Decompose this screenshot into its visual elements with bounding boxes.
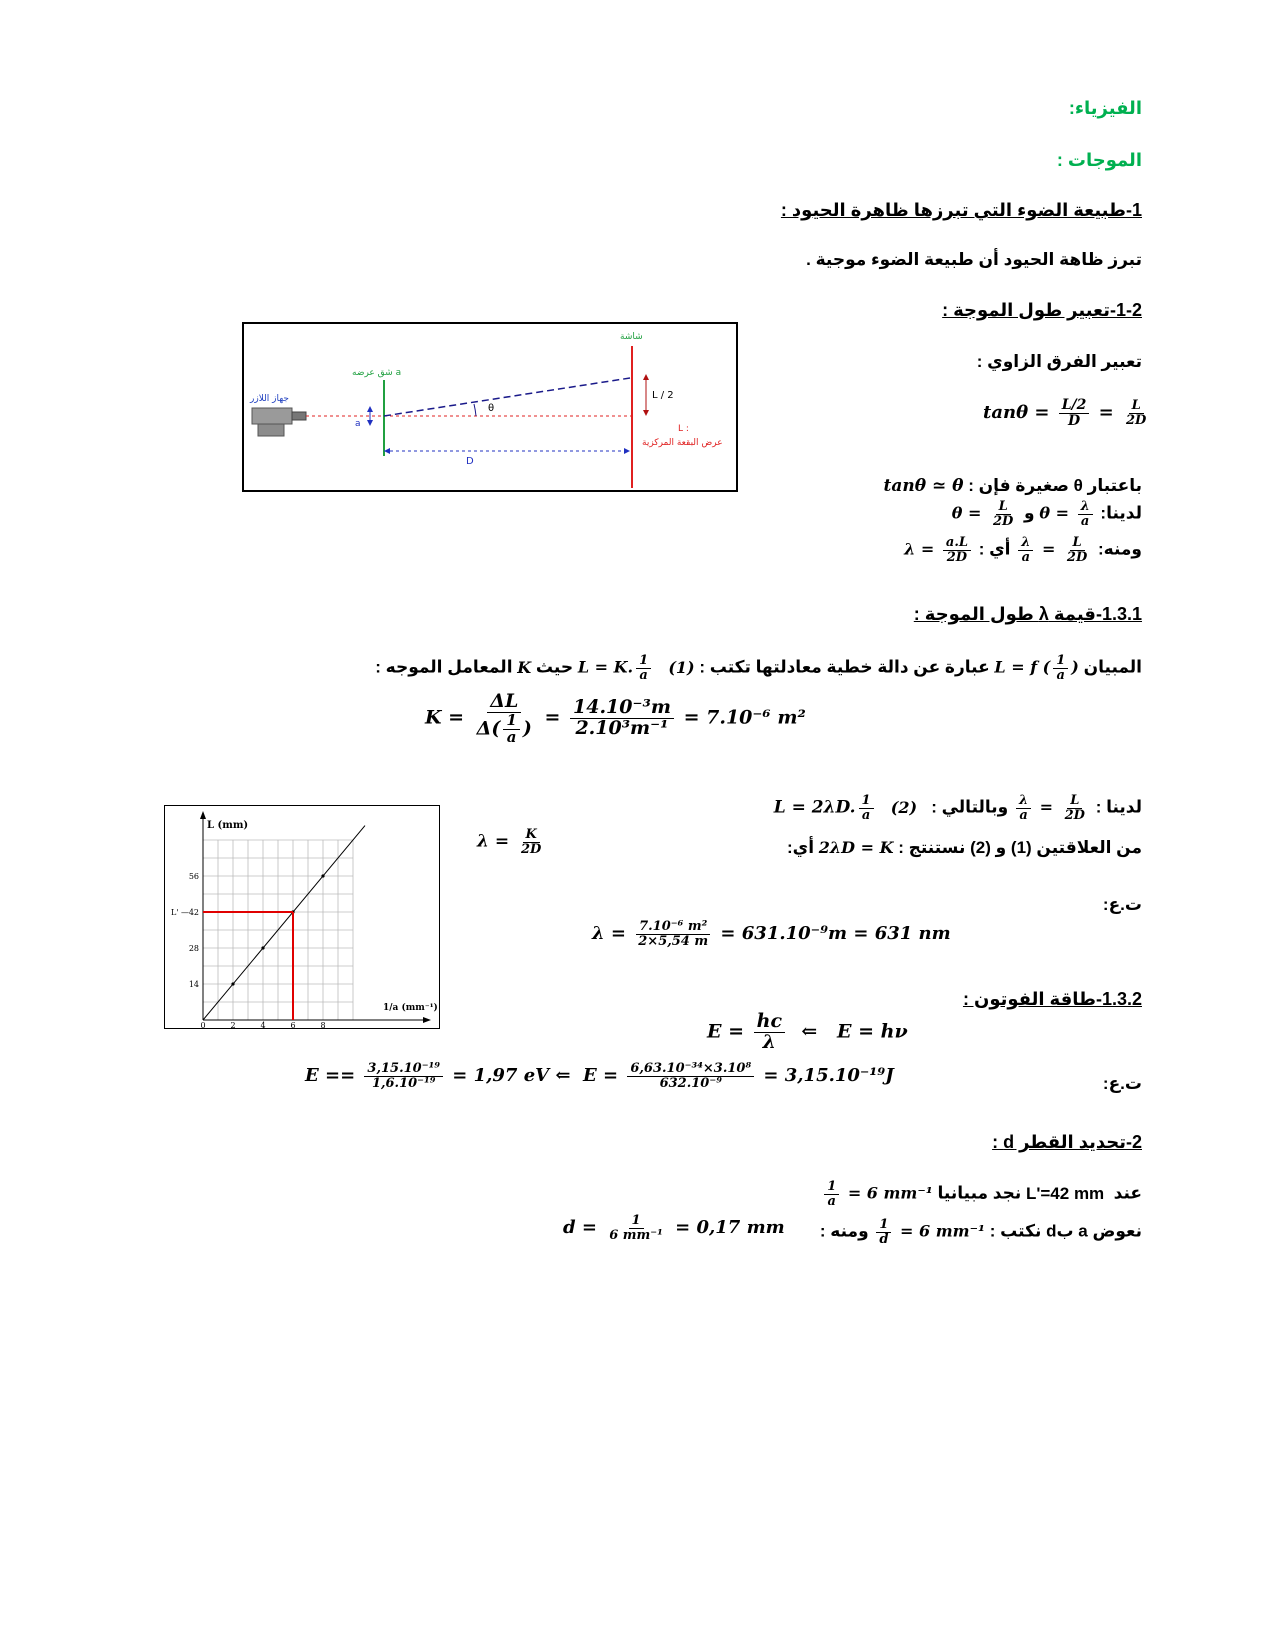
y-axis-arrow: [200, 811, 206, 819]
y-axis-label: L (mm): [207, 820, 249, 831]
data-point: [231, 982, 234, 985]
numapp-label-2: ت.ع:: [1102, 1074, 1142, 1093]
approx-line: باعتبار θ صغيرة فإن : tanθ ≃ θ: [883, 476, 1142, 496]
diameter-computation: d = $\frac{1}{\text{6 mm⁻¹}}$ = 0,17 mm: [563, 1213, 785, 1243]
L-label: L :: [678, 424, 689, 434]
hence-line: ومنه: $\frac{\lambda}{a}$ = $\frac{L}{2D}$ أي : λ = $\frac{a.L}{2D}$: [904, 535, 1142, 565]
a-label: a: [355, 419, 361, 429]
y-tick-label: 42: [188, 908, 199, 917]
have2-line: لدينا : $\frac{\lambda}{a}$ = $\frac{L}{2D}$ وبالتالي : (2) L = 2λD. $\frac{1}{a}$: [773, 793, 1142, 823]
section1-title: 1-طبيعة الضوء التي تبرزها ظاهرة الحيود :: [780, 200, 1142, 220]
L-vs-inverse-a-chart: [164, 805, 440, 1029]
K-computation: K = ΔL Δ( $\frac{1}{a}$ ) = $\frac{\text{14.10⁻³m}}{\text{2.10³m⁻¹}}$ = 7.10⁻⁶ m²: [425, 690, 806, 746]
x-tick-label: 0: [200, 1021, 206, 1028]
D-label: D: [466, 456, 474, 467]
photon-energy-formula: E = $\frac{hc}{\lambda}$ ⇐ E = hν: [707, 1010, 908, 1053]
section2-line2: نعوض a بd نكتب : $\frac{1}{d}$ = 6 mm⁻¹ ومنه :: [819, 1217, 1142, 1247]
spot-label: عرض البقعة المركزية: [642, 438, 723, 448]
half-L-label: L / 2: [652, 390, 674, 401]
theta-label: θ: [488, 403, 495, 414]
section1-answer: تبرز ظاهة الحيود أن طبيعة الضوء موجية .: [806, 250, 1142, 269]
x-tick-label: 6: [290, 1021, 296, 1028]
lambda-formula: λ = $\frac{K}{2D}$: [477, 827, 542, 857]
x-tick-label: 4: [260, 1021, 266, 1028]
from-relations-line: من العلاقتين (1) و (2) نستنتج : 2λD = K أي:: [786, 838, 1142, 857]
diffraction-setup-figure: [242, 322, 738, 492]
tan-formula: tanθ = $\frac{L/2}{D}$ = $\frac{L}{2D}$: [983, 397, 1147, 429]
data-point: [321, 874, 324, 877]
section12-title: 1-2-تعبير طول الموجة :: [942, 300, 1142, 320]
graph-description: المبيان L = f ( $\frac{1}{a}$ ) عبارة عن دالة خطية معادلتها تكتب : (1) L = K. $\frac{1}{a}$ حيث K المعامل الموجه :: [375, 653, 1142, 683]
y-tick-label: 28: [188, 944, 199, 953]
x-tick-label: 2: [230, 1021, 236, 1028]
subject-heading: الفيزياء:: [1068, 98, 1142, 118]
data-point: [261, 946, 264, 949]
chapter-heading: الموجات :: [1056, 150, 1142, 170]
x-tick-label: 8: [320, 1021, 326, 1028]
numapp-label-1: ت.ع:: [1102, 895, 1142, 914]
x-axis-label: 1/a (mm⁻¹): [383, 1003, 438, 1013]
x-axis-arrow: [423, 1017, 431, 1023]
annotation-label: L' —: [171, 908, 190, 917]
laser-label: جهاز اللازر: [250, 394, 289, 404]
angle-title: تعبير الفرق الزاوي :: [976, 352, 1142, 371]
section132-title: 1.3.2-طاقة الفوتون :: [962, 989, 1142, 1009]
section2-line1: عند L'=42 mm نجد مبيانيا $\frac{1}{a}$ = 6 mm⁻¹: [821, 1180, 1142, 1208]
slit-label: شق عرضه a: [352, 368, 402, 378]
section2-title: 2-تحديد القطر d :: [992, 1132, 1142, 1152]
laser-icon: [252, 408, 306, 436]
lambda-computation: λ = $\frac{\text{7.10⁻⁶ m²}}{2\times 5,54 m}$ = 631.10⁻⁹m = 631 nm: [592, 919, 951, 949]
section131-title: 1.3.1-قيمة λ طول الموجة :: [913, 604, 1142, 624]
energy-computation: E == $\frac{\text{3,15.10⁻¹⁹}}{\text{1,6.10⁻¹⁹}}$ = 1,97 eV ⇐ E = $\frac{\text{6,63.10⁻³⁴×3.10⁸}}{\text{632.10⁻⁹}}$ = 3,15.10⁻¹⁹J: [305, 1061, 894, 1091]
screen-label: شاشة: [620, 332, 643, 342]
y-tick-label: 14: [188, 980, 199, 989]
series-line: [203, 826, 365, 1020]
have-line: لدينا: θ = $\frac{\lambda}{a}$ و θ = $\frac{L}{2D}$: [951, 499, 1142, 529]
y-tick-label: 56: [188, 872, 199, 881]
